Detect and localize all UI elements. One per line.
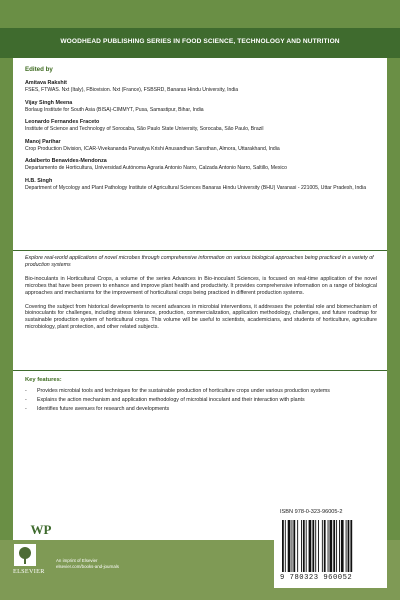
description-paragraph: Covering the subject from historical developments to recent advances in microbial interventions, it addresses the potential role and biomechanism of bioinoculants for challenges, including stress tolerance, production, commercialization, application methodology, challenges, and future roadmap for sustainable production system of horticultural crops. This volume will be useful to scientists, academicians, and students of horticulture, agriculture microbiology, plant protection, and other related subjects.: [25, 303, 377, 331]
elsevier-tree-icon: [14, 544, 36, 566]
isbn-box: [274, 504, 387, 588]
editor-name: Vijay Singh Meena: [25, 99, 73, 106]
key-feature-text: Provides microbial tools and techniques for the sustainable production of horticulture crops under various production systems: [37, 388, 330, 394]
left-margin-band: [0, 58, 13, 540]
key-feature-text: Identifies future avenues for research and developments: [37, 405, 170, 412]
bullet: -: [25, 396, 27, 403]
editor-name: H.B. Singh: [25, 177, 53, 184]
editor-name: Amitava Rakshit: [25, 80, 67, 86]
imprint-line: An imprint of Elsevier: [56, 558, 98, 563]
editor-entry: [25, 100, 375, 114]
tagline: Explore real-world applications of novel microbes through comprehensive information on various biological approaches being practiced in a variety of production systems: [25, 255, 374, 268]
editor-affiliation: Department of Mycology and Plant Pathology Institute of Agricultural Sciences Banaras Hindu University (BHU) Varanasi - 221005, Uttar Pradesh, India: [25, 184, 367, 191]
wordmark-line: WOODHEAD: [56, 521, 84, 526]
editor-affiliation: Crop Production Division, ICAR-Vivekananda Parvatiya Krishi Anusandhan Sansthan, Almora, Uttarakhand, India: [25, 145, 280, 152]
editor-affiliation: Departamento de Horticultura, Universidad Autónoma Agraria Antonio Narro, Calzada Antonio Narro, Saltillo, Mexico: [25, 165, 287, 171]
bullet: -: [25, 405, 27, 412]
editor-entry: [25, 119, 375, 133]
editor-entry: [25, 158, 375, 172]
editor-name: Leonardo Fernandes Fraceto: [25, 119, 100, 125]
back-cover-content: [13, 58, 387, 542]
top-band: [0, 0, 400, 28]
editor-name: Adalberto Benavides-Mendonza: [25, 158, 107, 164]
key-feature-item: [25, 397, 377, 404]
divider: [13, 370, 387, 371]
isbn-text: ISBN 978-0-323-96005-2: [280, 509, 343, 515]
barcode-icon: [280, 520, 380, 572]
editor-entry: [25, 139, 375, 153]
editor-entry: [25, 178, 375, 192]
description-paragraph: Bio-inoculants in Horticultural Crops, a volume of the series Advances in Bio-inoculant Sciences, is focused on real-time application of the novel microbes that have been proven to enhance and improve plant health and productivity. It provides comprehensive information on a range of biological approaches and mechanisms for the improvement of horticultural crops being practiced in different production systems.: [25, 275, 377, 296]
wordmark-line: PUBLISHING: [56, 526, 85, 532]
key-feature-item: [25, 388, 377, 395]
imprint-url: elsevier.com/books-and-journals: [56, 563, 119, 569]
elsevier-wordmark: ELSEVIER: [13, 568, 45, 575]
key-feature-item: [25, 406, 377, 413]
editor-entry: [25, 80, 375, 94]
woodhead-publishing-wordmark: [56, 521, 84, 532]
divider: [13, 250, 387, 251]
right-margin-band: [387, 58, 400, 540]
series-title: WOODHEAD PUBLISHING SERIES IN FOOD SCIENCE, TECHNOLOGY AND NUTRITION: [60, 38, 340, 45]
key-features: [25, 377, 377, 415]
woodhead-logo: WP: [30, 520, 52, 540]
description: [25, 255, 377, 338]
bullet: -: [25, 388, 27, 394]
barcode-number: 9 780323 960052: [280, 574, 353, 582]
editor-affiliation: Borlaug Institute for South Asia (BISA)-CIMMYT, Pusa, Samastipur, Bihar, India: [25, 106, 204, 113]
edited-by-label: Edited by: [25, 66, 53, 73]
editor-affiliation: FSES, FTWAS. Nxt (Italy), FBiovision. Nxt (France), FSBSRD, Banaras Hindu University, India: [25, 87, 239, 93]
imprint-text: [56, 558, 119, 569]
key-features-heading: Key features:: [25, 377, 62, 383]
editor-affiliation: Institute of Science and Technology of Sorocaba, São Paulo State University, Sorocaba, São Paulo, Brazil: [25, 126, 264, 132]
editor-name: Manoj Parihar: [25, 138, 61, 145]
key-feature-text: Explains the action mechanism and application methodology of microbial inoculant and their interaction with plants: [37, 396, 305, 403]
